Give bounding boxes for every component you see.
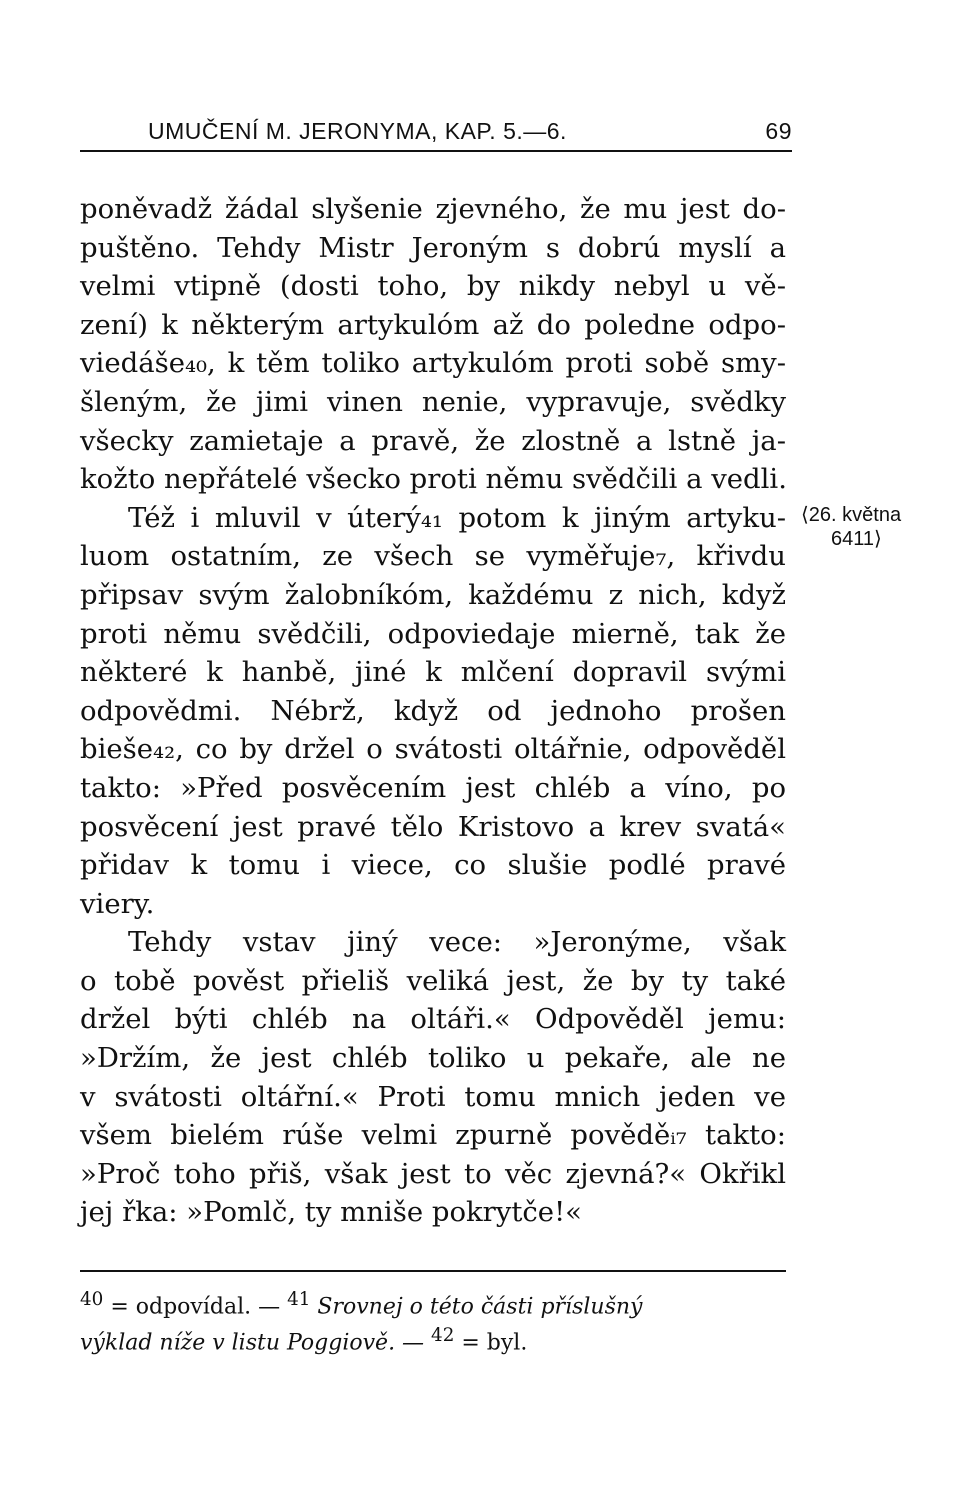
footnote-text: výklad níže v listu Poggiově. — (80, 1330, 432, 1356)
footnote-line (80, 1282, 792, 1318)
text-line: odpovědmi. Nébrž, když od jednoho prošen (80, 694, 786, 727)
text-line: zení) k některým artykulóm až do poledne odpo- (80, 308, 786, 341)
footnote-text: Srovnej o této části příslušný (310, 1294, 643, 1320)
footnote-line (80, 1318, 792, 1354)
text-line: všem bielém rúše velmi zpurně pověděᵢ₇ takto: (80, 1119, 786, 1152)
footnote-text: = odpovídal. — (103, 1294, 288, 1320)
header-rule (80, 150, 792, 152)
text-line: Též i mluvil v úterý₄₁ potom k jiným artyku- (128, 501, 786, 534)
text-line: o tobě pověst přieliš veliká jest, že by ty také (80, 964, 786, 997)
text-line: velmi vtipně (dosti toho, by nikdy nebyl u vě- (80, 270, 786, 303)
text-line: připsav svým žalobníkóm, každému z nich, když (80, 578, 786, 611)
footnote-mark: 42 (431, 1325, 455, 1346)
text-line: posvěcení jest pravé tělo Kristovo a krev svatá« (80, 810, 786, 843)
main-text (80, 190, 786, 1232)
text-line: luom ostatním, ze všech se vyměřuje₇, křivdu (80, 540, 786, 573)
footnote-mark: 41 (287, 1289, 311, 1310)
text-line: některé k hanbě, jiné k mlčení dopravil svými (80, 656, 786, 689)
text-line: přidav k tomu i viece, co slušie podlé pravé (80, 849, 786, 882)
footnote-mark: 40 (80, 1289, 104, 1310)
text-line: »Držím, že jest chléb toliko u pekaře, ale ne (80, 1042, 786, 1075)
text-line: viery. (80, 887, 155, 920)
text-line: kožto nepřátelé všecko proti němu svědčili a vedli. (80, 463, 787, 496)
footnotes (80, 1282, 792, 1354)
margin-note-line: 6411⟩ (831, 528, 882, 550)
running-title: UMUČENÍ M. JERONYMA, KAP. 5.—6. (148, 118, 567, 144)
text-line: viedáše₄₀, k těm toliko artykulóm proti sobě smy- (80, 347, 786, 380)
text-line: »Proč toho přiš, však jest to věc zjevná?« Okřikl (80, 1157, 786, 1190)
text-line: v svátosti oltářní.« Proti tomu mnich jeden ve (80, 1080, 786, 1113)
footnote-text: = byl. (454, 1330, 528, 1356)
text-line: všecky zamietaje a pravě, že zlostně a lstně ja- (80, 424, 786, 457)
text-line: proti němu svědčili, odpoviedaje mierně, tak že (80, 617, 786, 650)
text-line: bieše₄₂, co by držel o svátosti oltářnie, odpověděl (80, 733, 786, 766)
margin-date-note (801, 503, 951, 551)
text-line: jej řka: »Pomlč, ty mniše pokrytče!« (80, 1196, 582, 1229)
text-line: puštěno. Tehdy Mistr Jeroným s dobrú myslí a (80, 231, 786, 264)
footnote-rule (80, 1270, 786, 1272)
text-line: poněvadž žádal slyšenie zjevného, že mu jest do- (80, 193, 786, 225)
page-number: 69 (765, 118, 792, 144)
text-line: držel býti chléb na oltáři.« Odpověděl jemu: (80, 1003, 786, 1036)
margin-note-line: ⟨26. května (801, 504, 902, 526)
text-line: šleným, že jimi vinen nenie, vypravuje, svědky (80, 385, 786, 418)
text-line: Tehdy vstav jiný vece: »Jeronýme, však (128, 926, 786, 959)
text-line: takto: »Před posvěcením jest chléb a víno, po (80, 771, 786, 804)
